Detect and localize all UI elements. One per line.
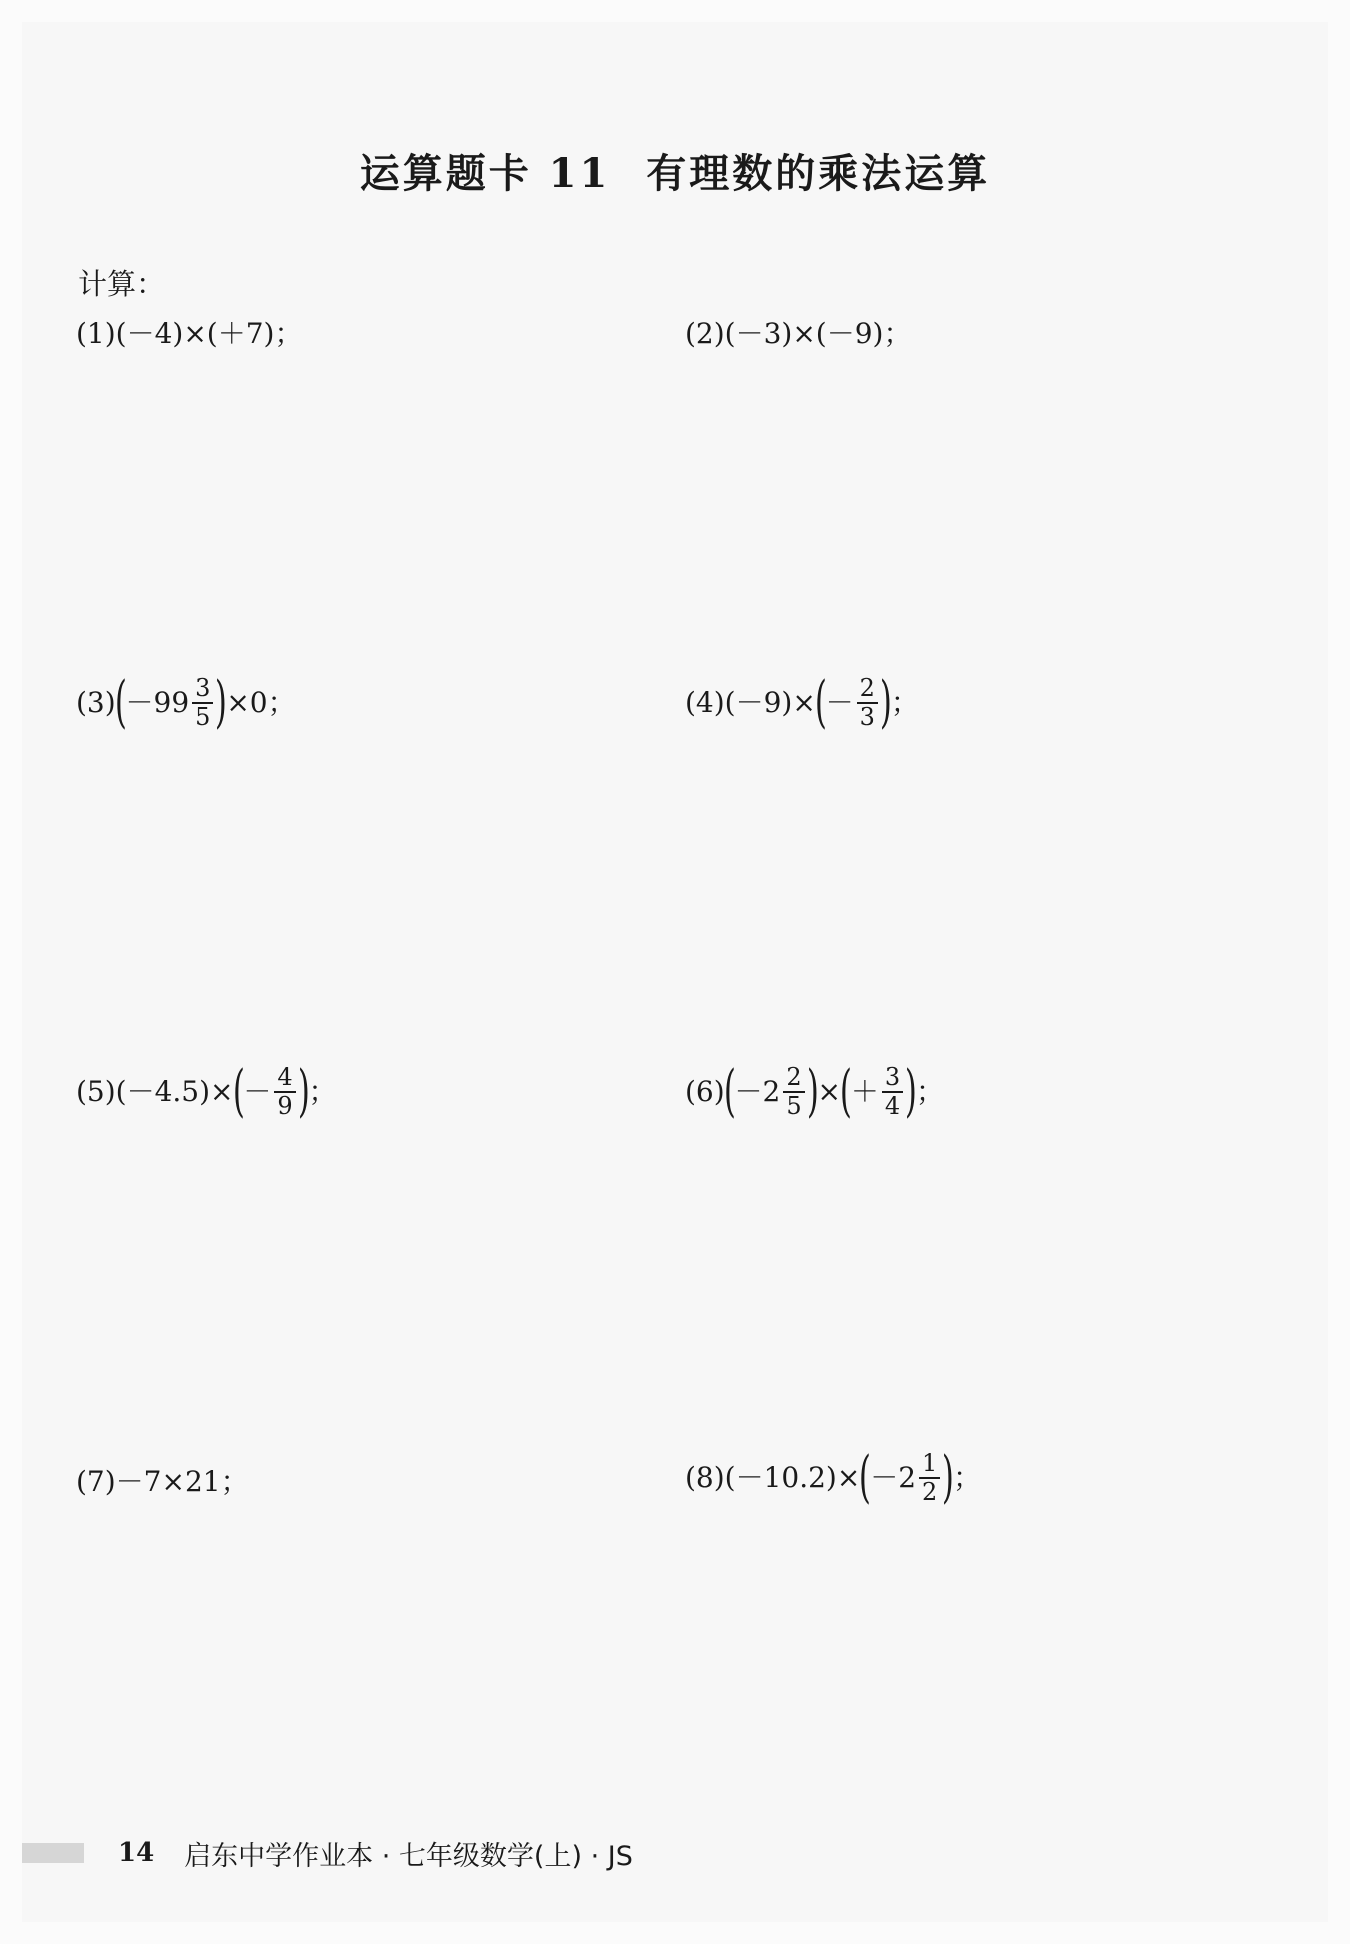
right-paren: ) bbox=[297, 1059, 310, 1124]
page-footer bbox=[22, 1833, 633, 1873]
problem-4 bbox=[685, 670, 919, 735]
book-title: 启东中学作业本 · 七年级数学(上) · JS bbox=[184, 1840, 633, 1872]
numerator: 4 bbox=[274, 1065, 295, 1093]
problem-1 bbox=[76, 317, 303, 350]
problem-3-fraction bbox=[192, 673, 213, 731]
problem-3-label: (3) bbox=[76, 686, 116, 719]
left-paren: ( bbox=[814, 670, 827, 735]
problem-6-whole: －2 bbox=[734, 1075, 781, 1108]
worksheet-page bbox=[22, 22, 1328, 1922]
page-title bbox=[0, 142, 1350, 199]
problem-6-fraction-2 bbox=[882, 1062, 903, 1120]
numerator: 1 bbox=[919, 1451, 940, 1479]
numerator: 3 bbox=[192, 676, 213, 704]
problem-5-fraction bbox=[274, 1062, 295, 1120]
numerator: 2 bbox=[783, 1065, 804, 1093]
problem-8-prefix: (8)(－10.2)× bbox=[685, 1461, 861, 1494]
denominator: 5 bbox=[786, 1092, 802, 1120]
problem-6-label: (6) bbox=[685, 1075, 725, 1108]
problem-3 bbox=[76, 670, 296, 735]
problem-8-whole: －2 bbox=[870, 1461, 917, 1494]
problem-8 bbox=[685, 1445, 982, 1510]
problem-2 bbox=[685, 317, 912, 350]
left-paren: ( bbox=[114, 670, 127, 735]
right-paren: ) bbox=[215, 670, 228, 735]
left-paren: ( bbox=[859, 1445, 872, 1510]
problem-6-fraction-1 bbox=[783, 1062, 804, 1120]
card-number: 运算题卡 11 bbox=[359, 150, 611, 197]
denominator: 9 bbox=[277, 1092, 293, 1120]
problem-4-prefix: (4)(－9)× bbox=[685, 686, 816, 719]
page-number: 14 bbox=[118, 1838, 155, 1868]
problem-4-fraction bbox=[857, 673, 878, 731]
right-paren: ) bbox=[942, 1445, 955, 1510]
problem-6 bbox=[685, 1059, 944, 1124]
problem-6-suffix: ； bbox=[915, 1075, 944, 1108]
problem-7 bbox=[76, 1465, 249, 1498]
problem-1-text: (1)(－4)×(＋7)； bbox=[76, 317, 303, 350]
left-paren: ( bbox=[232, 1059, 245, 1124]
right-paren: ) bbox=[879, 670, 892, 735]
problem-7-text: (7)－7×21； bbox=[76, 1465, 249, 1498]
problem-6-sign: ＋ bbox=[850, 1075, 879, 1108]
left-paren: ( bbox=[723, 1059, 736, 1124]
numerator: 3 bbox=[882, 1065, 903, 1093]
problem-3-suffix: ×0； bbox=[226, 686, 296, 719]
right-paren: ) bbox=[905, 1059, 918, 1124]
left-paren: ( bbox=[839, 1059, 852, 1124]
right-paren: ) bbox=[806, 1059, 819, 1124]
problem-2-text: (2)(－3)×(－9)； bbox=[685, 317, 912, 350]
problem-5-suffix: ； bbox=[308, 1075, 337, 1108]
denominator: 2 bbox=[922, 1478, 938, 1506]
problem-4-suffix: ； bbox=[890, 686, 919, 719]
problem-5 bbox=[76, 1059, 337, 1124]
card-topic: 有理数的乘法运算 bbox=[646, 150, 991, 197]
problem-5-sign: － bbox=[243, 1075, 272, 1108]
footer-bar bbox=[22, 1843, 84, 1863]
denominator: 3 bbox=[859, 703, 875, 731]
problem-3-whole: －99 bbox=[125, 686, 190, 719]
instruction-text: 计算： bbox=[78, 267, 166, 301]
problem-8-suffix: ； bbox=[953, 1461, 982, 1494]
problem-8-fraction bbox=[919, 1448, 940, 1506]
denominator: 4 bbox=[884, 1092, 901, 1120]
problem-5-prefix: (5)(－4.5)× bbox=[76, 1075, 234, 1108]
problem-6-times: × bbox=[817, 1075, 841, 1108]
numerator: 2 bbox=[857, 676, 878, 704]
problem-4-sign: － bbox=[825, 686, 854, 719]
denominator: 5 bbox=[195, 703, 211, 731]
